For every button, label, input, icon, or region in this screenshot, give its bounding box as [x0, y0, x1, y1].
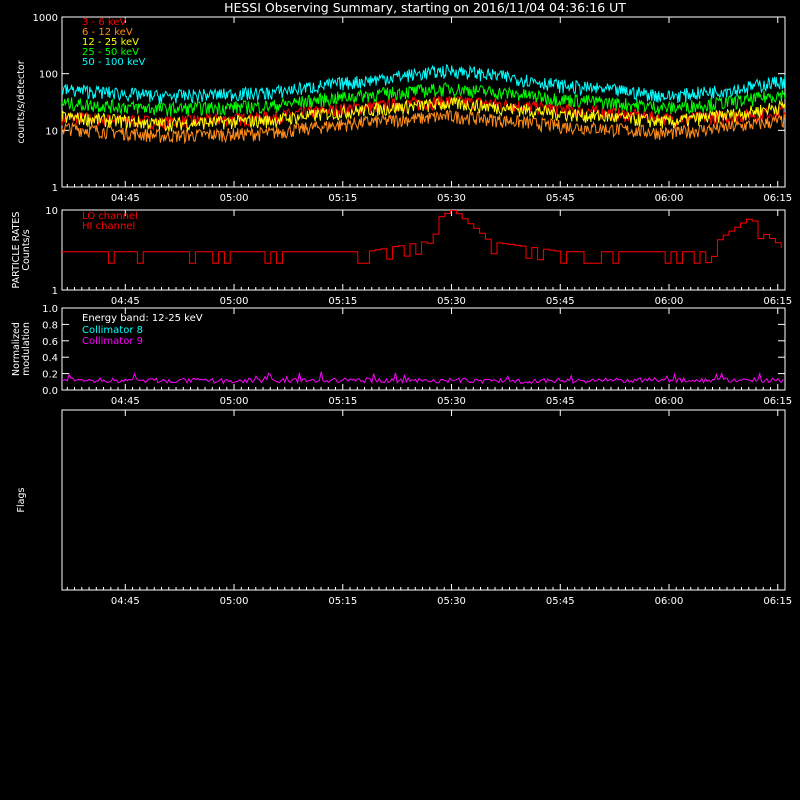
y-tick-label: 1.0: [42, 304, 58, 315]
x-tick-label: 06:15: [763, 296, 793, 307]
x-tick-label: 04:45: [110, 193, 140, 204]
legend-entry: LO channel: [82, 211, 138, 222]
y-tick-label: 0.6: [42, 336, 58, 348]
y-tick-label: 10: [45, 126, 58, 138]
modulation-annotation: Energy band: 12-25 keV: [82, 313, 203, 324]
x-tick-label: 06:00: [654, 596, 684, 607]
x-tick-label: 05:45: [545, 296, 575, 307]
panel-particle-rates: [11, 206, 792, 307]
flags-frame: [62, 410, 785, 590]
x-tick-label: 05:45: [545, 396, 575, 407]
x-tick-label: 04:45: [110, 396, 140, 407]
y-tick-label: 0.4: [42, 353, 58, 365]
x-tick-label: 05:00: [219, 193, 249, 204]
x-tick-label: 06:15: [763, 396, 793, 407]
y-axis-label: counts/s/detector: [16, 60, 27, 144]
particle-rates-frame: [62, 210, 785, 290]
page-title: HESSI Observing Summary, starting on 2016/11/04 04:36:16 UT: [224, 0, 626, 15]
series-line-3: [62, 83, 785, 116]
x-tick-label: 05:00: [219, 296, 249, 307]
x-tick-label: 06:00: [654, 193, 684, 204]
count-rates-frame: [62, 17, 785, 187]
y-tick-label: 100: [38, 69, 58, 81]
legend-entry: 3 - 6 keV: [82, 17, 127, 28]
x-tick-label: 05:30: [437, 396, 466, 407]
x-tick-label: 05:45: [545, 193, 575, 204]
x-tick-label: 06:00: [654, 396, 684, 407]
x-tick-label: 04:45: [110, 296, 140, 307]
x-tick-label: 05:15: [328, 396, 358, 407]
legend-entry: Collimator 8: [82, 325, 143, 336]
legend-entry: HI channel: [82, 221, 136, 232]
legend-entry: 12 - 25 keV: [82, 37, 140, 48]
panel-count-rates: [16, 13, 792, 204]
x-tick-label: 05:00: [219, 596, 249, 607]
x-tick-label: 05:15: [328, 193, 358, 204]
x-tick-label: 05:45: [545, 596, 575, 607]
x-tick-label: 04:45: [110, 596, 140, 607]
y-tick-label: 0.8: [42, 320, 58, 332]
y-tick-label: 10: [45, 206, 58, 217]
x-tick-label: 05:15: [328, 596, 358, 607]
y-tick-label: 1000: [32, 13, 58, 24]
y-tick-label: 0.2: [42, 369, 58, 381]
y-axis-label: Normalized: [11, 322, 22, 376]
legend-entry: 50 - 100 keV: [82, 57, 146, 68]
x-tick-label: 06:15: [763, 596, 793, 607]
series-line-lo-channel: [62, 211, 781, 264]
x-tick-label: 06:15: [763, 193, 793, 204]
x-tick-label: 05:00: [219, 396, 249, 407]
y-axis-label: Counts/s: [21, 229, 32, 271]
y-axis-label: Flags: [16, 487, 27, 513]
legend-entry: Collimator 9: [82, 336, 143, 347]
y-axis-label: modulation: [21, 322, 32, 376]
legend-entry: 25 - 50 keV: [82, 47, 140, 58]
y-tick-label: 1: [51, 286, 58, 297]
panel-modulation: [11, 304, 792, 407]
x-tick-label: 05:15: [328, 296, 358, 307]
y-axis-label: PARTICLE RATES: [11, 211, 22, 289]
series-line-4: [62, 65, 785, 104]
y-tick-label: 1: [51, 183, 58, 194]
legend-entry: 6 - 12 keV: [82, 27, 133, 38]
x-tick-label: 05:30: [437, 296, 466, 307]
series-line-1: [62, 372, 783, 384]
x-tick-label: 05:30: [437, 193, 466, 204]
x-tick-label: 06:00: [654, 296, 684, 307]
y-tick-label: 0.0: [42, 386, 58, 397]
x-tick-label: 05:30: [437, 596, 466, 607]
panel-flags: [16, 410, 792, 607]
